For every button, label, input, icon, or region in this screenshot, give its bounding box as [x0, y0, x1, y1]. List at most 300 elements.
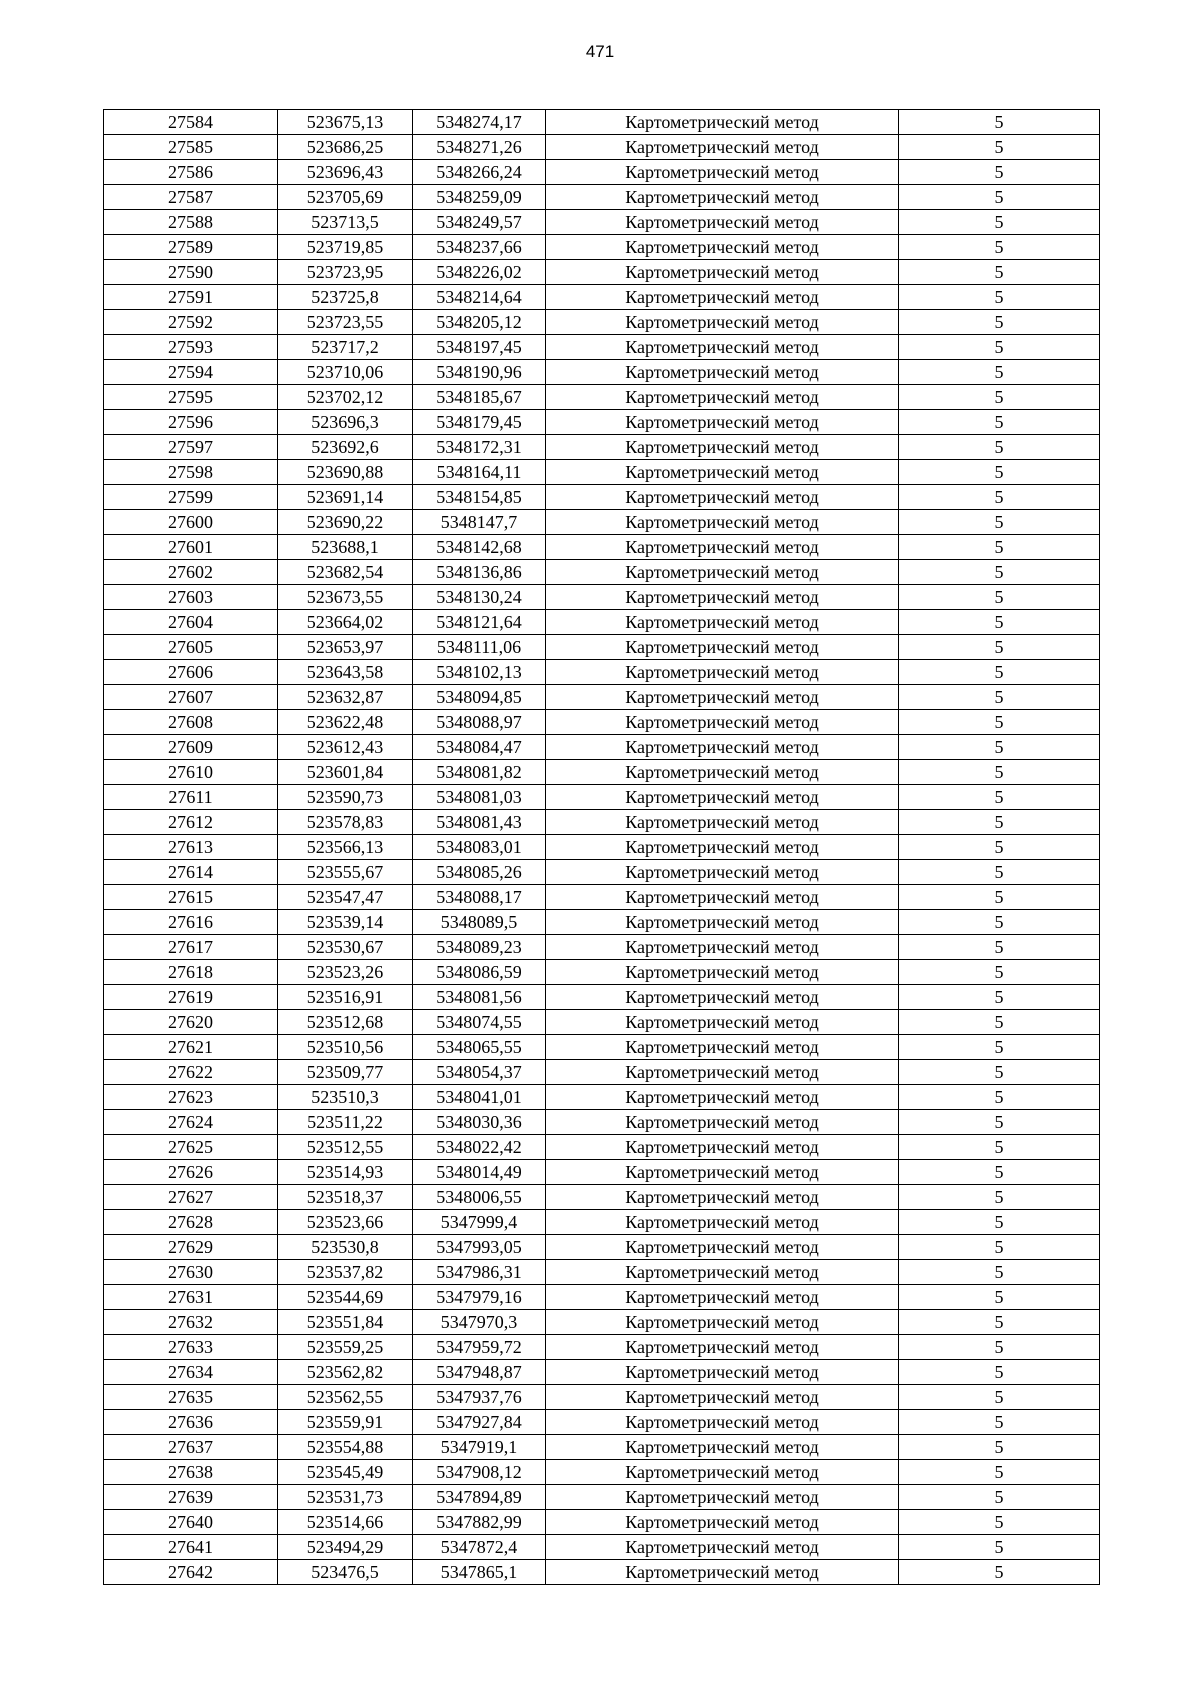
x-coordinate-cell: 523547,47 — [278, 885, 413, 910]
method-cell: Картометрический метод — [546, 335, 899, 360]
accuracy-cell: 5 — [899, 460, 1100, 485]
y-coordinate-cell: 5347919,1 — [413, 1435, 546, 1460]
y-coordinate-cell: 5348154,85 — [413, 485, 546, 510]
point-number-cell: 27617 — [104, 935, 278, 960]
accuracy-cell: 5 — [899, 210, 1100, 235]
x-coordinate-cell: 523537,82 — [278, 1260, 413, 1285]
y-coordinate-cell: 5348214,64 — [413, 285, 546, 310]
table-row — [104, 210, 1100, 235]
accuracy-cell: 5 — [899, 435, 1100, 460]
x-coordinate-cell: 523664,02 — [278, 610, 413, 635]
y-coordinate-cell: 5347986,31 — [413, 1260, 546, 1285]
y-coordinate-cell: 5347937,76 — [413, 1385, 546, 1410]
point-number-cell: 27631 — [104, 1285, 278, 1310]
point-number-cell: 27628 — [104, 1210, 278, 1235]
table-row — [104, 1535, 1100, 1560]
y-coordinate-cell: 5348088,97 — [413, 710, 546, 735]
method-cell: Картометрический метод — [546, 885, 899, 910]
accuracy-cell: 5 — [899, 1110, 1100, 1135]
y-coordinate-cell: 5348006,55 — [413, 1185, 546, 1210]
x-coordinate-cell: 523512,68 — [278, 1010, 413, 1035]
method-cell: Картометрический метод — [546, 785, 899, 810]
accuracy-cell: 5 — [899, 1335, 1100, 1360]
table-row — [104, 1110, 1100, 1135]
method-cell: Картометрический метод — [546, 810, 899, 835]
method-cell: Картометрический метод — [546, 1535, 899, 1560]
y-coordinate-cell: 5348147,7 — [413, 510, 546, 535]
x-coordinate-cell: 523551,84 — [278, 1310, 413, 1335]
accuracy-cell: 5 — [899, 1435, 1100, 1460]
point-number-cell: 27609 — [104, 735, 278, 760]
method-cell: Картометрический метод — [546, 985, 899, 1010]
accuracy-cell: 5 — [899, 635, 1100, 660]
x-coordinate-cell: 523511,22 — [278, 1110, 413, 1135]
table-row — [104, 1285, 1100, 1310]
method-cell: Картометрический метод — [546, 410, 899, 435]
point-number-cell: 27636 — [104, 1410, 278, 1435]
x-coordinate-cell: 523530,67 — [278, 935, 413, 960]
method-cell: Картометрический метод — [546, 1235, 899, 1260]
point-number-cell: 27605 — [104, 635, 278, 660]
point-number-cell: 27615 — [104, 885, 278, 910]
x-coordinate-cell: 523518,37 — [278, 1185, 413, 1210]
accuracy-cell: 5 — [899, 110, 1100, 135]
table-row — [104, 1560, 1100, 1585]
accuracy-cell: 5 — [899, 1560, 1100, 1585]
y-coordinate-cell: 5347865,1 — [413, 1560, 546, 1585]
y-coordinate-cell: 5348022,42 — [413, 1135, 546, 1160]
table-row — [104, 460, 1100, 485]
accuracy-cell: 5 — [899, 1385, 1100, 1410]
x-coordinate-cell: 523509,77 — [278, 1060, 413, 1085]
point-number-cell: 27618 — [104, 960, 278, 985]
method-cell: Картометрический метод — [546, 760, 899, 785]
point-number-cell: 27642 — [104, 1560, 278, 1585]
point-number-cell: 27641 — [104, 1535, 278, 1560]
y-coordinate-cell: 5348081,43 — [413, 810, 546, 835]
y-coordinate-cell: 5348249,57 — [413, 210, 546, 235]
point-number-cell: 27587 — [104, 185, 278, 210]
point-number-cell: 27637 — [104, 1435, 278, 1460]
x-coordinate-cell: 523723,95 — [278, 260, 413, 285]
point-number-cell: 27639 — [104, 1485, 278, 1510]
point-number-cell: 27597 — [104, 435, 278, 460]
table-row — [104, 885, 1100, 910]
table-row — [104, 1360, 1100, 1385]
method-cell: Картометрический метод — [546, 960, 899, 985]
method-cell: Картометрический метод — [546, 1035, 899, 1060]
accuracy-cell: 5 — [899, 1085, 1100, 1110]
x-coordinate-cell: 523554,88 — [278, 1435, 413, 1460]
table-row — [104, 910, 1100, 935]
accuracy-cell: 5 — [899, 710, 1100, 735]
accuracy-cell: 5 — [899, 1210, 1100, 1235]
method-cell: Картометрический метод — [546, 1110, 899, 1135]
table-row — [104, 1060, 1100, 1085]
point-number-cell: 27590 — [104, 260, 278, 285]
accuracy-cell: 5 — [899, 1510, 1100, 1535]
y-coordinate-cell: 5347948,87 — [413, 1360, 546, 1385]
point-number-cell: 27589 — [104, 235, 278, 260]
y-coordinate-cell: 5348089,5 — [413, 910, 546, 935]
table-row — [104, 335, 1100, 360]
method-cell: Картометрический метод — [546, 710, 899, 735]
y-coordinate-cell: 5348074,55 — [413, 1010, 546, 1035]
y-coordinate-cell: 5348190,96 — [413, 360, 546, 385]
x-coordinate-cell: 523723,55 — [278, 310, 413, 335]
x-coordinate-cell: 523512,55 — [278, 1135, 413, 1160]
method-cell: Картометрический метод — [546, 260, 899, 285]
table-row — [104, 235, 1100, 260]
method-cell: Картометрический метод — [546, 1260, 899, 1285]
point-number-cell: 27635 — [104, 1385, 278, 1410]
y-coordinate-cell: 5348266,24 — [413, 160, 546, 185]
x-coordinate-cell: 523713,5 — [278, 210, 413, 235]
y-coordinate-cell: 5348121,64 — [413, 610, 546, 635]
x-coordinate-cell: 523710,06 — [278, 360, 413, 385]
x-coordinate-cell: 523690,22 — [278, 510, 413, 535]
y-coordinate-cell: 5347908,12 — [413, 1460, 546, 1485]
x-coordinate-cell: 523691,14 — [278, 485, 413, 510]
x-coordinate-cell: 523612,43 — [278, 735, 413, 760]
x-coordinate-cell: 523690,88 — [278, 460, 413, 485]
x-coordinate-cell: 523705,69 — [278, 185, 413, 210]
accuracy-cell: 5 — [899, 310, 1100, 335]
method-cell: Картометрический метод — [546, 385, 899, 410]
table-row — [104, 1385, 1100, 1410]
x-coordinate-cell: 523539,14 — [278, 910, 413, 935]
accuracy-cell: 5 — [899, 135, 1100, 160]
method-cell: Картометрический метод — [546, 1085, 899, 1110]
accuracy-cell: 5 — [899, 410, 1100, 435]
method-cell: Картометрический метод — [546, 1410, 899, 1435]
y-coordinate-cell: 5348014,49 — [413, 1160, 546, 1185]
accuracy-cell: 5 — [899, 785, 1100, 810]
method-cell: Картометрический метод — [546, 185, 899, 210]
method-cell: Картометрический метод — [546, 360, 899, 385]
accuracy-cell: 5 — [899, 760, 1100, 785]
table-row — [104, 1135, 1100, 1160]
table-row — [104, 860, 1100, 885]
method-cell: Картометрический метод — [546, 610, 899, 635]
method-cell: Картометрический метод — [546, 1310, 899, 1335]
point-number-cell: 27610 — [104, 760, 278, 785]
x-coordinate-cell: 523510,3 — [278, 1085, 413, 1110]
table-row — [104, 810, 1100, 835]
point-number-cell: 27632 — [104, 1310, 278, 1335]
table-row — [104, 585, 1100, 610]
accuracy-cell: 5 — [899, 860, 1100, 885]
accuracy-cell: 5 — [899, 835, 1100, 860]
y-coordinate-cell: 5348088,17 — [413, 885, 546, 910]
page-number: 471 — [585, 42, 615, 61]
point-number-cell: 27621 — [104, 1035, 278, 1060]
x-coordinate-cell: 523725,8 — [278, 285, 413, 310]
y-coordinate-cell: 5348111,06 — [413, 635, 546, 660]
method-cell: Картометрический метод — [546, 460, 899, 485]
x-coordinate-cell: 523696,3 — [278, 410, 413, 435]
x-coordinate-cell: 523673,55 — [278, 585, 413, 610]
y-coordinate-cell: 5348274,17 — [413, 110, 546, 135]
accuracy-cell: 5 — [899, 885, 1100, 910]
x-coordinate-cell: 523476,5 — [278, 1560, 413, 1585]
method-cell: Картометрический метод — [546, 1385, 899, 1410]
y-coordinate-cell: 5348136,86 — [413, 560, 546, 585]
y-coordinate-cell: 5348083,01 — [413, 835, 546, 860]
y-coordinate-cell: 5347882,99 — [413, 1510, 546, 1535]
accuracy-cell: 5 — [899, 935, 1100, 960]
method-cell: Картометрический метод — [546, 660, 899, 685]
table-row — [104, 485, 1100, 510]
table-row — [104, 1410, 1100, 1435]
point-number-cell: 27619 — [104, 985, 278, 1010]
y-coordinate-cell: 5348084,47 — [413, 735, 546, 760]
point-number-cell: 27612 — [104, 810, 278, 835]
x-coordinate-cell: 523590,73 — [278, 785, 413, 810]
point-number-cell: 27598 — [104, 460, 278, 485]
y-coordinate-cell: 5347979,16 — [413, 1285, 546, 1310]
table-row — [104, 310, 1100, 335]
method-cell: Картометрический метод — [546, 1510, 899, 1535]
accuracy-cell: 5 — [899, 160, 1100, 185]
method-cell: Картометрический метод — [546, 1285, 899, 1310]
point-number-cell: 27594 — [104, 360, 278, 385]
x-coordinate-cell: 523514,66 — [278, 1510, 413, 1535]
accuracy-cell: 5 — [899, 560, 1100, 585]
table-row — [104, 560, 1100, 585]
table-row — [104, 785, 1100, 810]
y-coordinate-cell: 5348086,59 — [413, 960, 546, 985]
point-number-cell: 27603 — [104, 585, 278, 610]
method-cell: Картометрический метод — [546, 160, 899, 185]
point-number-cell: 27593 — [104, 335, 278, 360]
point-number-cell: 27633 — [104, 1335, 278, 1360]
x-coordinate-cell: 523566,13 — [278, 835, 413, 860]
y-coordinate-cell: 5347970,3 — [413, 1310, 546, 1335]
x-coordinate-cell: 523702,12 — [278, 385, 413, 410]
point-number-cell: 27599 — [104, 485, 278, 510]
table-row — [104, 1460, 1100, 1485]
accuracy-cell: 5 — [899, 285, 1100, 310]
point-number-cell: 27600 — [104, 510, 278, 535]
x-coordinate-cell: 523696,43 — [278, 160, 413, 185]
y-coordinate-cell: 5348164,11 — [413, 460, 546, 485]
point-number-cell: 27630 — [104, 1260, 278, 1285]
x-coordinate-cell: 523555,67 — [278, 860, 413, 885]
point-number-cell: 27585 — [104, 135, 278, 160]
x-coordinate-cell: 523559,25 — [278, 1335, 413, 1360]
accuracy-cell: 5 — [899, 660, 1100, 685]
x-coordinate-cell: 523643,58 — [278, 660, 413, 685]
y-coordinate-cell: 5348185,67 — [413, 385, 546, 410]
point-number-cell: 27602 — [104, 560, 278, 585]
point-number-cell: 27604 — [104, 610, 278, 635]
method-cell: Картометрический метод — [546, 560, 899, 585]
method-cell: Картометрический метод — [546, 1460, 899, 1485]
table-row — [104, 135, 1100, 160]
point-number-cell: 27634 — [104, 1360, 278, 1385]
x-coordinate-cell: 523719,85 — [278, 235, 413, 260]
method-cell: Картометрический метод — [546, 110, 899, 135]
table-row — [104, 1485, 1100, 1510]
method-cell: Картометрический метод — [546, 310, 899, 335]
table-row — [104, 660, 1100, 685]
point-number-cell: 27595 — [104, 385, 278, 410]
point-number-cell: 27584 — [104, 110, 278, 135]
method-cell: Картометрический метод — [546, 1185, 899, 1210]
table-row — [104, 685, 1100, 710]
point-number-cell: 27601 — [104, 535, 278, 560]
point-number-cell: 27629 — [104, 1235, 278, 1260]
x-coordinate-cell: 523562,55 — [278, 1385, 413, 1410]
method-cell: Картометрический метод — [546, 910, 899, 935]
table-row — [104, 760, 1100, 785]
table-row — [104, 435, 1100, 460]
table-row — [104, 410, 1100, 435]
table-row — [104, 1235, 1100, 1260]
point-number-cell: 27591 — [104, 285, 278, 310]
point-number-cell: 27614 — [104, 860, 278, 885]
accuracy-cell: 5 — [899, 1460, 1100, 1485]
table-row — [104, 385, 1100, 410]
method-cell: Картометрический метод — [546, 1135, 899, 1160]
table-row — [104, 185, 1100, 210]
y-coordinate-cell: 5348142,68 — [413, 535, 546, 560]
accuracy-cell: 5 — [899, 585, 1100, 610]
table-row — [104, 1010, 1100, 1035]
table-row — [104, 1510, 1100, 1535]
accuracy-cell: 5 — [899, 910, 1100, 935]
x-coordinate-cell: 523531,73 — [278, 1485, 413, 1510]
table-row — [104, 635, 1100, 660]
method-cell: Картометрический метод — [546, 210, 899, 235]
accuracy-cell: 5 — [899, 1410, 1100, 1435]
accuracy-cell: 5 — [899, 985, 1100, 1010]
y-coordinate-cell: 5348094,85 — [413, 685, 546, 710]
accuracy-cell: 5 — [899, 185, 1100, 210]
x-coordinate-cell: 523559,91 — [278, 1410, 413, 1435]
x-coordinate-cell: 523545,49 — [278, 1460, 413, 1485]
y-coordinate-cell: 5347894,89 — [413, 1485, 546, 1510]
y-coordinate-cell: 5348089,23 — [413, 935, 546, 960]
y-coordinate-cell: 5348081,56 — [413, 985, 546, 1010]
table-row — [104, 710, 1100, 735]
accuracy-cell: 5 — [899, 385, 1100, 410]
accuracy-cell: 5 — [899, 335, 1100, 360]
accuracy-cell: 5 — [899, 1360, 1100, 1385]
point-number-cell: 27608 — [104, 710, 278, 735]
accuracy-cell: 5 — [899, 1535, 1100, 1560]
table-row — [104, 835, 1100, 860]
table-row — [104, 935, 1100, 960]
point-number-cell: 27620 — [104, 1010, 278, 1035]
table-row — [104, 1035, 1100, 1060]
point-number-cell: 27611 — [104, 785, 278, 810]
y-coordinate-cell: 5348226,02 — [413, 260, 546, 285]
y-coordinate-cell: 5348205,12 — [413, 310, 546, 335]
accuracy-cell: 5 — [899, 1285, 1100, 1310]
table-row — [104, 1435, 1100, 1460]
table-row — [104, 1210, 1100, 1235]
table-row — [104, 1185, 1100, 1210]
method-cell: Картометрический метод — [546, 1335, 899, 1360]
point-number-cell: 27625 — [104, 1135, 278, 1160]
accuracy-cell: 5 — [899, 1010, 1100, 1035]
table-row — [104, 1335, 1100, 1360]
y-coordinate-cell: 5347959,72 — [413, 1335, 546, 1360]
point-number-cell: 27640 — [104, 1510, 278, 1535]
point-number-cell: 27613 — [104, 835, 278, 860]
method-cell: Картометрический метод — [546, 1485, 899, 1510]
table-row — [104, 360, 1100, 385]
accuracy-cell: 5 — [899, 810, 1100, 835]
accuracy-cell: 5 — [899, 1135, 1100, 1160]
accuracy-cell: 5 — [899, 1160, 1100, 1185]
x-coordinate-cell: 523523,26 — [278, 960, 413, 985]
table-row — [104, 735, 1100, 760]
point-number-cell: 27623 — [104, 1085, 278, 1110]
x-coordinate-cell: 523682,54 — [278, 560, 413, 585]
x-coordinate-cell: 523523,66 — [278, 1210, 413, 1235]
method-cell: Картометрический метод — [546, 1560, 899, 1585]
method-cell: Картометрический метод — [546, 635, 899, 660]
x-coordinate-cell: 523494,29 — [278, 1535, 413, 1560]
table-row — [104, 960, 1100, 985]
accuracy-cell: 5 — [899, 1060, 1100, 1085]
method-cell: Картометрический метод — [546, 485, 899, 510]
y-coordinate-cell: 5347999,4 — [413, 1210, 546, 1235]
x-coordinate-cell: 523622,48 — [278, 710, 413, 735]
method-cell: Картометрический метод — [546, 1210, 899, 1235]
point-number-cell: 27638 — [104, 1460, 278, 1485]
method-cell: Картометрический метод — [546, 935, 899, 960]
table-row — [104, 110, 1100, 135]
accuracy-cell: 5 — [899, 535, 1100, 560]
y-coordinate-cell: 5348041,01 — [413, 1085, 546, 1110]
y-coordinate-cell: 5348081,82 — [413, 760, 546, 785]
accuracy-cell: 5 — [899, 1310, 1100, 1335]
coordinates-table — [103, 109, 1100, 1585]
x-coordinate-cell: 523544,69 — [278, 1285, 413, 1310]
x-coordinate-cell: 523578,83 — [278, 810, 413, 835]
y-coordinate-cell: 5348085,26 — [413, 860, 546, 885]
accuracy-cell: 5 — [899, 260, 1100, 285]
table-row — [104, 985, 1100, 1010]
accuracy-cell: 5 — [899, 1235, 1100, 1260]
method-cell: Картометрический метод — [546, 535, 899, 560]
coordinates-table-body — [104, 110, 1100, 1585]
point-number-cell: 27626 — [104, 1160, 278, 1185]
y-coordinate-cell: 5348030,36 — [413, 1110, 546, 1135]
method-cell: Картометрический метод — [546, 1160, 899, 1185]
y-coordinate-cell: 5348179,45 — [413, 410, 546, 435]
method-cell: Картометрический метод — [546, 285, 899, 310]
accuracy-cell: 5 — [899, 960, 1100, 985]
method-cell: Картометрический метод — [546, 1010, 899, 1035]
y-coordinate-cell: 5347872,4 — [413, 1535, 546, 1560]
table-row — [104, 285, 1100, 310]
point-number-cell: 27627 — [104, 1185, 278, 1210]
method-cell: Картометрический метод — [546, 1360, 899, 1385]
accuracy-cell: 5 — [899, 610, 1100, 635]
y-coordinate-cell: 5348271,26 — [413, 135, 546, 160]
method-cell: Картометрический метод — [546, 1060, 899, 1085]
accuracy-cell: 5 — [899, 735, 1100, 760]
point-number-cell: 27586 — [104, 160, 278, 185]
y-coordinate-cell: 5348237,66 — [413, 235, 546, 260]
y-coordinate-cell: 5347993,05 — [413, 1235, 546, 1260]
point-number-cell: 27607 — [104, 685, 278, 710]
